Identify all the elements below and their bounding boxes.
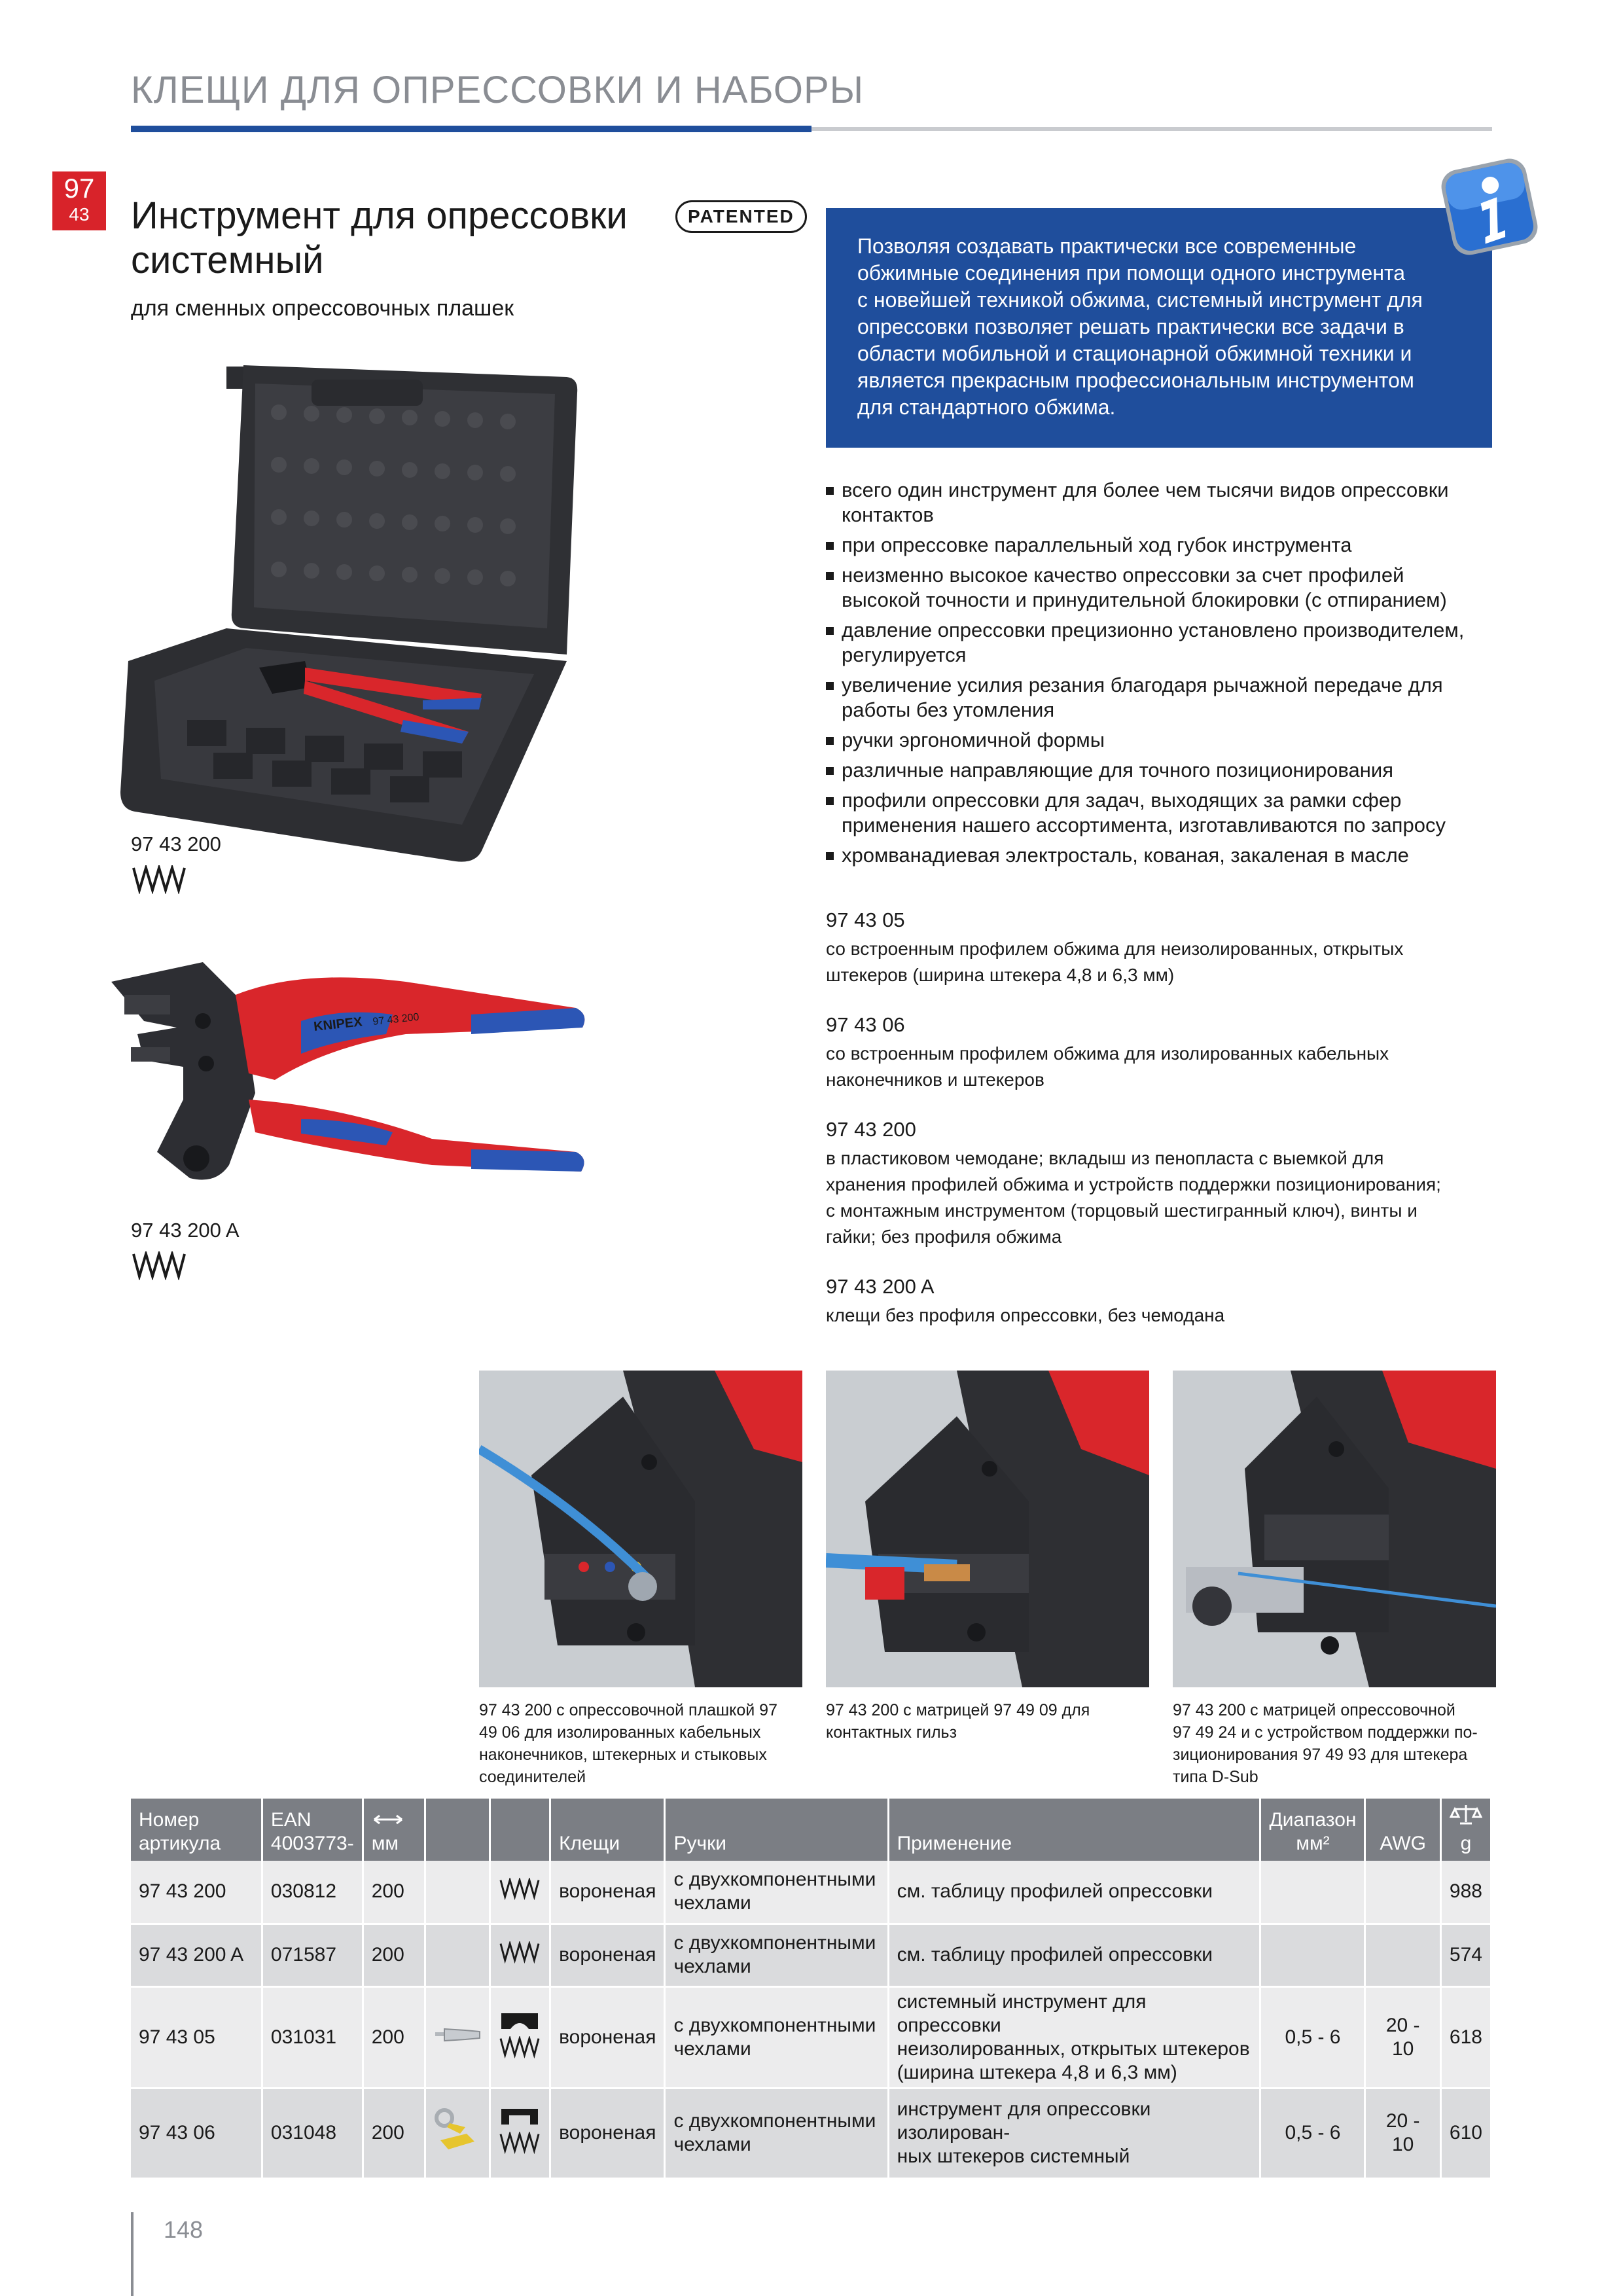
cell-terminal-image	[425, 1861, 490, 1924]
subgroup-number: 43	[69, 204, 90, 224]
feature-item: ручки эргономичной формы	[826, 728, 1507, 753]
col-awg: AWG	[1365, 1799, 1440, 1861]
header-rule-secondary	[812, 127, 1492, 131]
cell-awg	[1365, 1924, 1440, 1986]
cell-awg: 20 - 10	[1365, 1986, 1440, 2088]
col-length: мм	[363, 1799, 425, 1861]
table-row	[131, 1924, 1491, 1986]
cell-length: 200	[363, 1986, 425, 2088]
cell-application: см. таблицу профилей опрессовки	[888, 1924, 1260, 1986]
info-line: для стандартного обжима.	[857, 395, 1116, 419]
section-title: КЛЕЩИ ДЛЯ ОПРЕССОВКИ И НАБОРЫ	[131, 69, 865, 111]
cell-finish: вороненая	[550, 2088, 665, 2178]
detail-caption: 97 43 200 с матрицей опрессовочной 97 49 24 и с устройством поддержки по- зиционирования 97 49 93 для штекера типа D-Sub	[1173, 1701, 1478, 1786]
info-line: Позволяя создавать практически все современные	[857, 234, 1357, 258]
uninsulated-terminal-icon	[434, 2021, 481, 2047]
variant-text: со встроенным профилем обжима для неизолированных, открытых	[826, 939, 1404, 959]
detail-photo-contact-sleeves	[826, 1371, 1149, 1687]
pliers-photo	[105, 942, 589, 1191]
col-ean: EAN 4003773-	[262, 1799, 363, 1861]
detail-caption: 97 43 200 с матрицей 97 49 09 для контактных гильз	[826, 1701, 1090, 1742]
insulated-plug-profile-icon	[499, 2106, 541, 2126]
jaw-profile-icon	[499, 2036, 541, 2058]
case-photo	[115, 353, 580, 870]
variant-code: 97 43 06	[826, 1013, 905, 1036]
variant-block	[826, 1274, 1507, 1329]
cell-profile-icon	[490, 1861, 550, 1924]
spec-table	[131, 1799, 1492, 2179]
cell-application: системный инструмент для опрессовки неизолированных, открытых штекеров (ширина штекера 4,8 и 6,3 мм)	[888, 1986, 1260, 2088]
cell-range: 0,5 - 6	[1260, 2088, 1365, 2178]
product-title-line: Инструмент для опрессовки	[131, 194, 628, 237]
jaw-profile-icon	[131, 865, 187, 894]
variant-block	[826, 1117, 1507, 1250]
group-number: 97	[63, 173, 95, 204]
detail-photo-insulated-terminals	[479, 1371, 802, 1687]
cell-length: 200	[363, 2088, 425, 2178]
cell-article: 97 43 06	[131, 2088, 262, 2178]
footer-rule	[131, 2212, 134, 2296]
jaw-profile-icon	[499, 1878, 541, 1900]
open-plug-profile-icon	[499, 2011, 541, 2030]
cell-terminal-image	[425, 1924, 490, 1986]
variant-block	[826, 1012, 1507, 1093]
detail-photo-dsub-positioner	[1173, 1371, 1496, 1687]
variant-text: штекеров (ширина штекера 4,8 и 6,3 мм)	[826, 965, 1175, 985]
col-handles: Ручки	[665, 1799, 888, 1861]
jaw-profile-icon	[499, 2132, 541, 2154]
page-number: 148	[164, 2216, 204, 2243]
cell-range	[1260, 1861, 1365, 1924]
variant-text: клещи без профиля опрессовки, без чемодана	[826, 1305, 1225, 1325]
cell-finish: вороненая	[550, 1986, 665, 2088]
pliers-code-label: 97 43 200 A	[131, 1219, 240, 1242]
col-weight: g	[1440, 1799, 1491, 1861]
col-application: Применение	[888, 1799, 1260, 1861]
cell-application: инструмент для опрессовки изолирован- ных штекеров системный	[888, 2088, 1260, 2178]
cell-awg: 20 - 10	[1365, 2088, 1440, 2178]
feature-item: всего один инструмент для более чем тысячи видов опрессовки контактов	[826, 478, 1507, 528]
cell-weight: 610	[1440, 2088, 1491, 2178]
info-line: с новейшей техникой обжима, системный инструмент для	[857, 288, 1423, 312]
cell-profile-icon	[490, 1924, 550, 1986]
feature-list	[826, 478, 1507, 873]
table-row	[131, 2088, 1491, 2178]
cell-terminal-image	[425, 2088, 490, 2178]
cell-awg	[1365, 1861, 1440, 1924]
case-code-label: 97 43 200	[131, 833, 221, 855]
header-rule	[131, 126, 812, 132]
variant-text: хранения профилей обжима и устройств поддержки позиционирования;	[826, 1174, 1441, 1194]
col-terminal-image	[425, 1799, 490, 1861]
cell-article: 97 43 200 A	[131, 1924, 262, 1986]
feature-item: профили опрессовки для задач, выходящих за рамки сфер применения нашего ассортимента, изготавливаются по запросу	[826, 788, 1507, 838]
pliers-part-marking: 97 43 200	[372, 1011, 420, 1028]
variant-text: с монтажным инструментом (торцовый шестигранный ключ), винты и	[826, 1200, 1418, 1221]
cell-range	[1260, 1924, 1365, 1986]
jaw-profile-icon	[499, 1941, 541, 1964]
col-pliers: Клещи	[550, 1799, 665, 1861]
variant-text: в пластиковом чемодане; вкладыш из пенопласта с выемкой для	[826, 1148, 1384, 1168]
product-subtitle: для сменных опрессовочных плашек	[131, 296, 514, 321]
col-range: Диапазон мм²	[1260, 1799, 1365, 1861]
cell-article: 97 43 05	[131, 1986, 262, 2088]
info-icon	[1431, 148, 1548, 266]
cell-handles: с двухкомпонентными чехлами	[665, 2088, 888, 2178]
length-arrows-icon	[372, 1813, 404, 1826]
info-line: обжимные соединения при помощи одного инструмента	[857, 261, 1406, 285]
cell-length: 200	[363, 1924, 425, 1986]
cell-range: 0,5 - 6	[1260, 1986, 1365, 2088]
cell-ean: 031048	[262, 2088, 363, 2178]
cell-application: см. таблицу профилей опрессовки	[888, 1861, 1260, 1924]
product-title-line: системный	[131, 239, 324, 281]
cell-handles: с двухкомпонентными чехлами	[665, 1986, 888, 2088]
cell-article: 97 43 200	[131, 1861, 262, 1924]
table-header-row	[131, 1799, 1491, 1861]
cell-ean: 031031	[262, 1986, 363, 2088]
feature-item: хромванадиевая электросталь, кованая, закаленая в масле	[826, 843, 1507, 868]
feature-item: различные направляющие для точного позиционирования	[826, 758, 1507, 783]
cell-profile-icon	[490, 1986, 550, 2088]
variant-block	[826, 907, 1507, 988]
weight-scale-icon	[1450, 1803, 1482, 1826]
cell-finish: вороненая	[550, 1924, 665, 1986]
jaw-profile-icon	[131, 1251, 187, 1280]
variant-code: 97 43 200 A	[826, 1275, 935, 1298]
feature-item: давление опрессовки прецизионно установлено производителем, регулируется	[826, 618, 1507, 668]
cell-finish: вороненая	[550, 1861, 665, 1924]
feature-item: при опрессовке параллельный ход губок инструмента	[826, 533, 1507, 558]
cell-weight: 988	[1440, 1861, 1491, 1924]
cell-handles: с двухкомпонентными чехлами	[665, 1924, 888, 1986]
variant-code: 97 43 200	[826, 1118, 916, 1141]
patented-badge: PATENTED	[675, 200, 807, 233]
variant-text: наконечников и штекеров	[826, 1069, 1044, 1090]
table-row	[131, 1861, 1491, 1924]
feature-item: увеличение усилия резания благодаря рычажной передаче для работы без утомления	[826, 673, 1507, 723]
variant-text: со встроенным профилем обжима для изолированных кабельных	[826, 1043, 1389, 1064]
variant-text: гайки; без профиля обжима	[826, 1227, 1062, 1247]
variant-code: 97 43 05	[826, 908, 905, 931]
feature-item: неизменно высокое качество опрессовки за счет профилей высокой точности и принудительной блокировки (с отпиранием)	[826, 563, 1507, 613]
info-line: опрессовки позволяет решать практически все задачи в	[857, 315, 1404, 338]
info-line: области мобильной и стационарной обжимной техники и	[857, 342, 1412, 365]
cell-weight: 618	[1440, 1986, 1491, 2088]
info-box	[826, 208, 1492, 448]
pliers-brand-mark: KNIPEX	[313, 1014, 363, 1034]
product-title	[131, 194, 668, 283]
detail-caption: 97 43 200 с опрессовочной плашкой 97 49 06 для изолированных кабельных наконечников, штекерных и стыковых соединителей	[479, 1701, 777, 1786]
table-row	[131, 1986, 1491, 2088]
col-profile-icon	[490, 1799, 550, 1861]
info-line: является прекрасным профессиональным инструментом	[857, 368, 1414, 392]
col-article: Номер артикула	[131, 1799, 262, 1861]
insulated-terminal-icon	[434, 2108, 481, 2153]
group-tab	[52, 171, 106, 230]
cell-weight: 574	[1440, 1924, 1491, 1986]
cell-ean: 030812	[262, 1861, 363, 1924]
cell-profile-icon	[490, 2088, 550, 2178]
cell-terminal-image	[425, 1986, 490, 2088]
cell-length: 200	[363, 1861, 425, 1924]
cell-handles: с двухкомпонентными чехлами	[665, 1861, 888, 1924]
cell-ean: 071587	[262, 1924, 363, 1986]
